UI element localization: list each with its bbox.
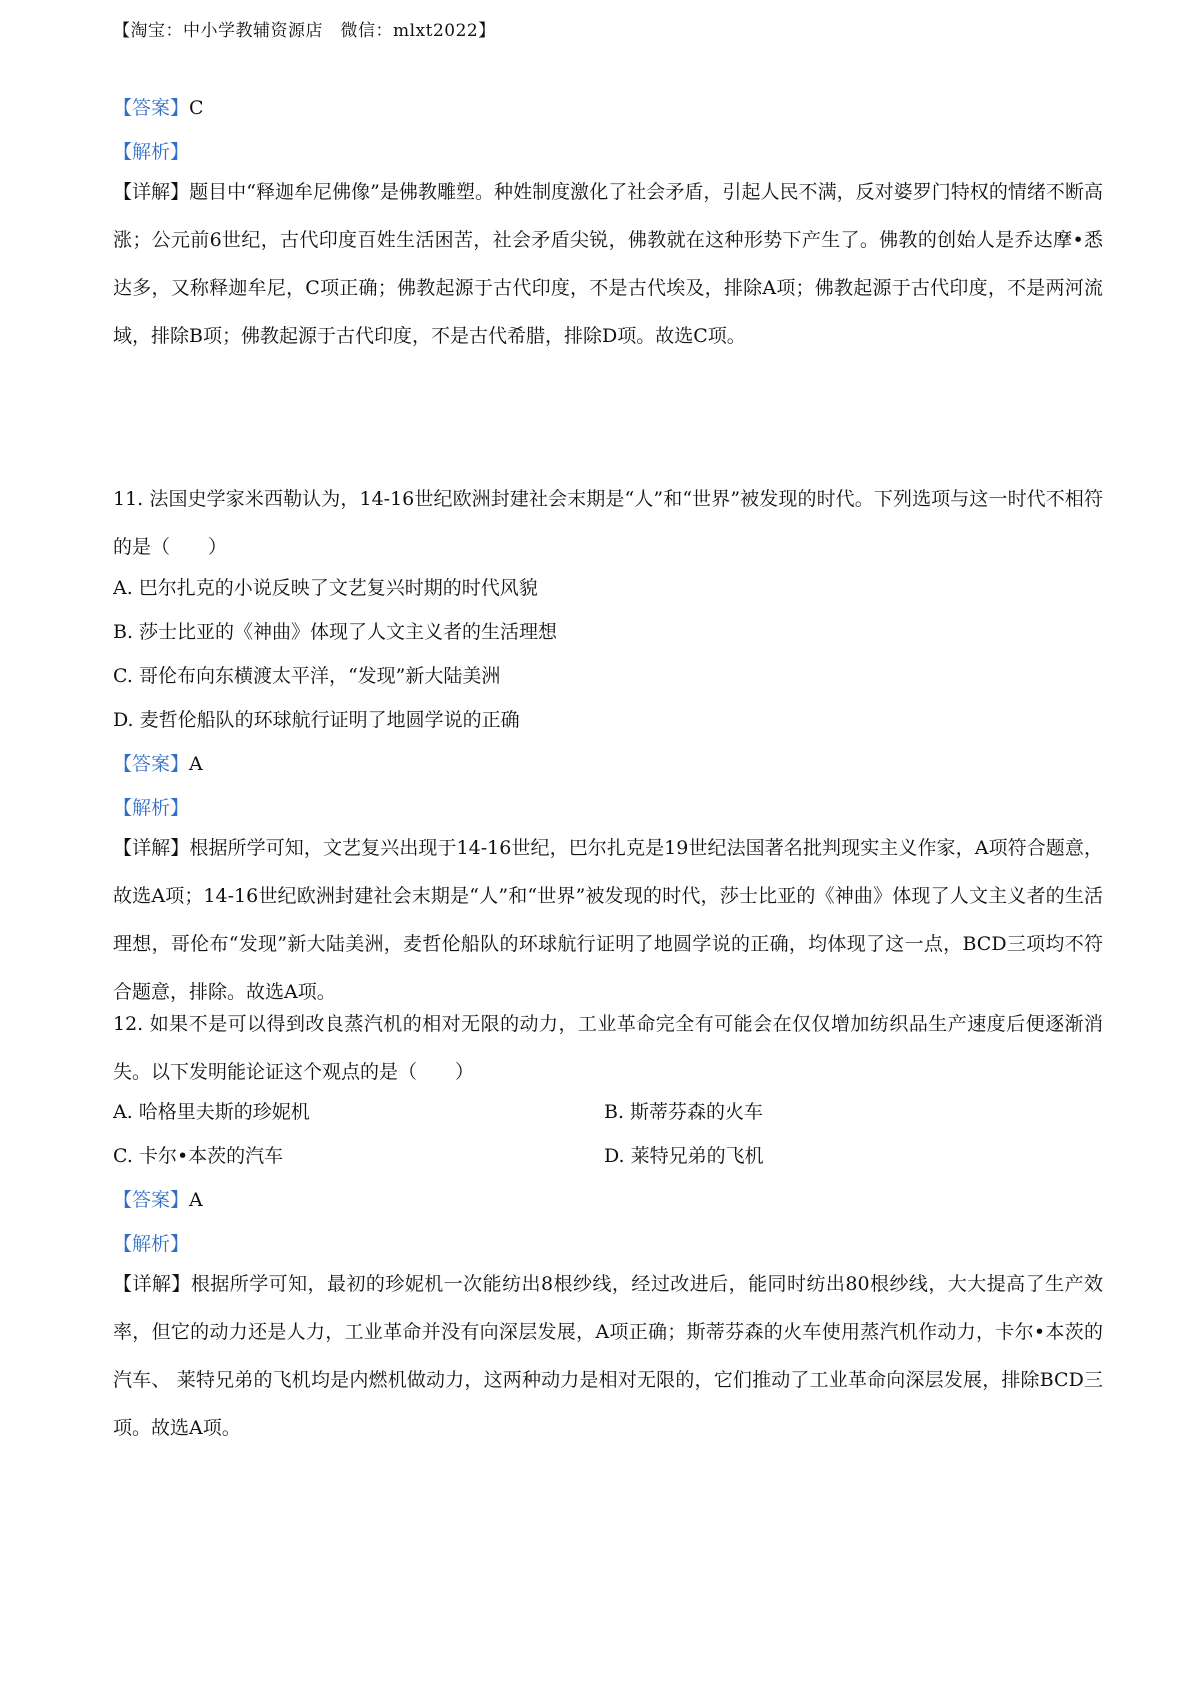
- detail-text: 题目中“释迦牟尼佛像”是佛教雕塑。种姓制度激化了社会矛盾，引起人民不满，反对婆罗门特权的情绪不断高涨；公元前6世纪，古代印度百姓生活困苦，社会矛盾尖锐，佛教就在这种形势下产生了。佛教的创始人是乔达摩•悉达多，又称释迦牟尼，C项正确；佛教起源于古代印度，不是古代埃及，排除A项；佛教起源于古代印度，不是两河流域，排除B项；佛教起源于古代印度，不是古代希腊，排除D项。故选C项。: [113, 181, 1103, 347]
- detail-text: 根据所学可知，文艺复兴出现于14-16世纪，巴尔扎克是19世纪法国著名批判现实主义作家，A项符合题意，故选A项；14-16世纪欧洲封建社会末期是“人”和“世界”被发现的时代，莎士比亚的《神曲》体现了人文主义者的生活理想，哥伦布“发现”新大陆美洲，麦哲伦船队的环球航行证明了地圆学说的正确，均体现了这一点，BCD三项均不符合题意，排除。故选A项。: [113, 837, 1103, 1003]
- q11-analysis-tag: 【解析】: [113, 797, 190, 819]
- detail-tag: 【详解】: [113, 181, 190, 203]
- detail-tag: 【详解】: [113, 1273, 191, 1295]
- q11-option-b: B. 莎士比亚的《神曲》体现了人文主义者的生活理想: [113, 621, 558, 643]
- q12-option-a: A. 哈格里夫斯的珍妮机: [113, 1101, 310, 1123]
- q10-answer: [113, 93, 204, 120]
- detail-tag: 【详解】: [113, 837, 190, 859]
- q12-answer: [113, 1185, 203, 1212]
- q12-option-b: B. 斯蒂芬森的火车: [604, 1101, 764, 1123]
- answer-tag: 【答案】: [113, 1189, 190, 1211]
- q11-option-d: D. 麦哲伦船队的环球航行证明了地圆学说的正确: [113, 709, 520, 731]
- answer-tag: 【答案】: [113, 753, 190, 775]
- source-header: 【淘宝：中小学教辅资源店 微信：mlxt2022】: [113, 21, 496, 41]
- answer-value: A: [189, 753, 203, 775]
- q12-option-c: C. 卡尔•本茨的汽车: [113, 1145, 284, 1167]
- answer-value: C: [189, 97, 204, 119]
- q12-option-d: D. 莱特兄弟的飞机: [604, 1145, 764, 1167]
- answer-value: A: [189, 1189, 203, 1211]
- q10-detail: [113, 168, 1103, 360]
- q11-option-a: A. 巴尔扎克的小说反映了文艺复兴时期的时代风貌: [113, 577, 538, 599]
- q10-analysis-tag: 【解析】: [113, 141, 190, 163]
- q11-answer: [113, 749, 203, 776]
- answer-tag: 【答案】: [113, 97, 190, 119]
- detail-text: 根据所学可知，最初的珍妮机一次能纺出8根纱线，经过改进后，能同时纺出80根纱线，大大提高了生产效率，但它的动力还是人力，工业革命并没有向深层发展，A项正确；斯蒂芬森的火车使用蒸汽机作动力，卡尔•本茨的汽车、 莱特兄弟的飞机均是内燃机做动力，这两种动力是相对无限的，它们推动了工业革命向深层发展，排除BCD三项。故选A项。: [113, 1273, 1103, 1439]
- q11-detail: [113, 824, 1103, 1016]
- q12-analysis-tag: 【解析】: [113, 1233, 190, 1255]
- q11-stem: 11. 法国史学家米西勒认为，14-16世纪欧洲封建社会末期是“人”和“世界”被发现的时代。下列选项与这一时代不相符的是（ ）: [113, 488, 1103, 558]
- q12-detail: [113, 1260, 1103, 1452]
- q11-option-c: C. 哥伦布向东横渡太平洋，“发现”新大陆美洲: [113, 665, 501, 687]
- q12-stem: 12. 如果不是可以得到改良蒸汽机的相对无限的动力，工业革命完全有可能会在仅仅增加纺织品生产速度后便逐渐消失。以下发明能论证这个观点的是（ ）: [113, 1013, 1103, 1083]
